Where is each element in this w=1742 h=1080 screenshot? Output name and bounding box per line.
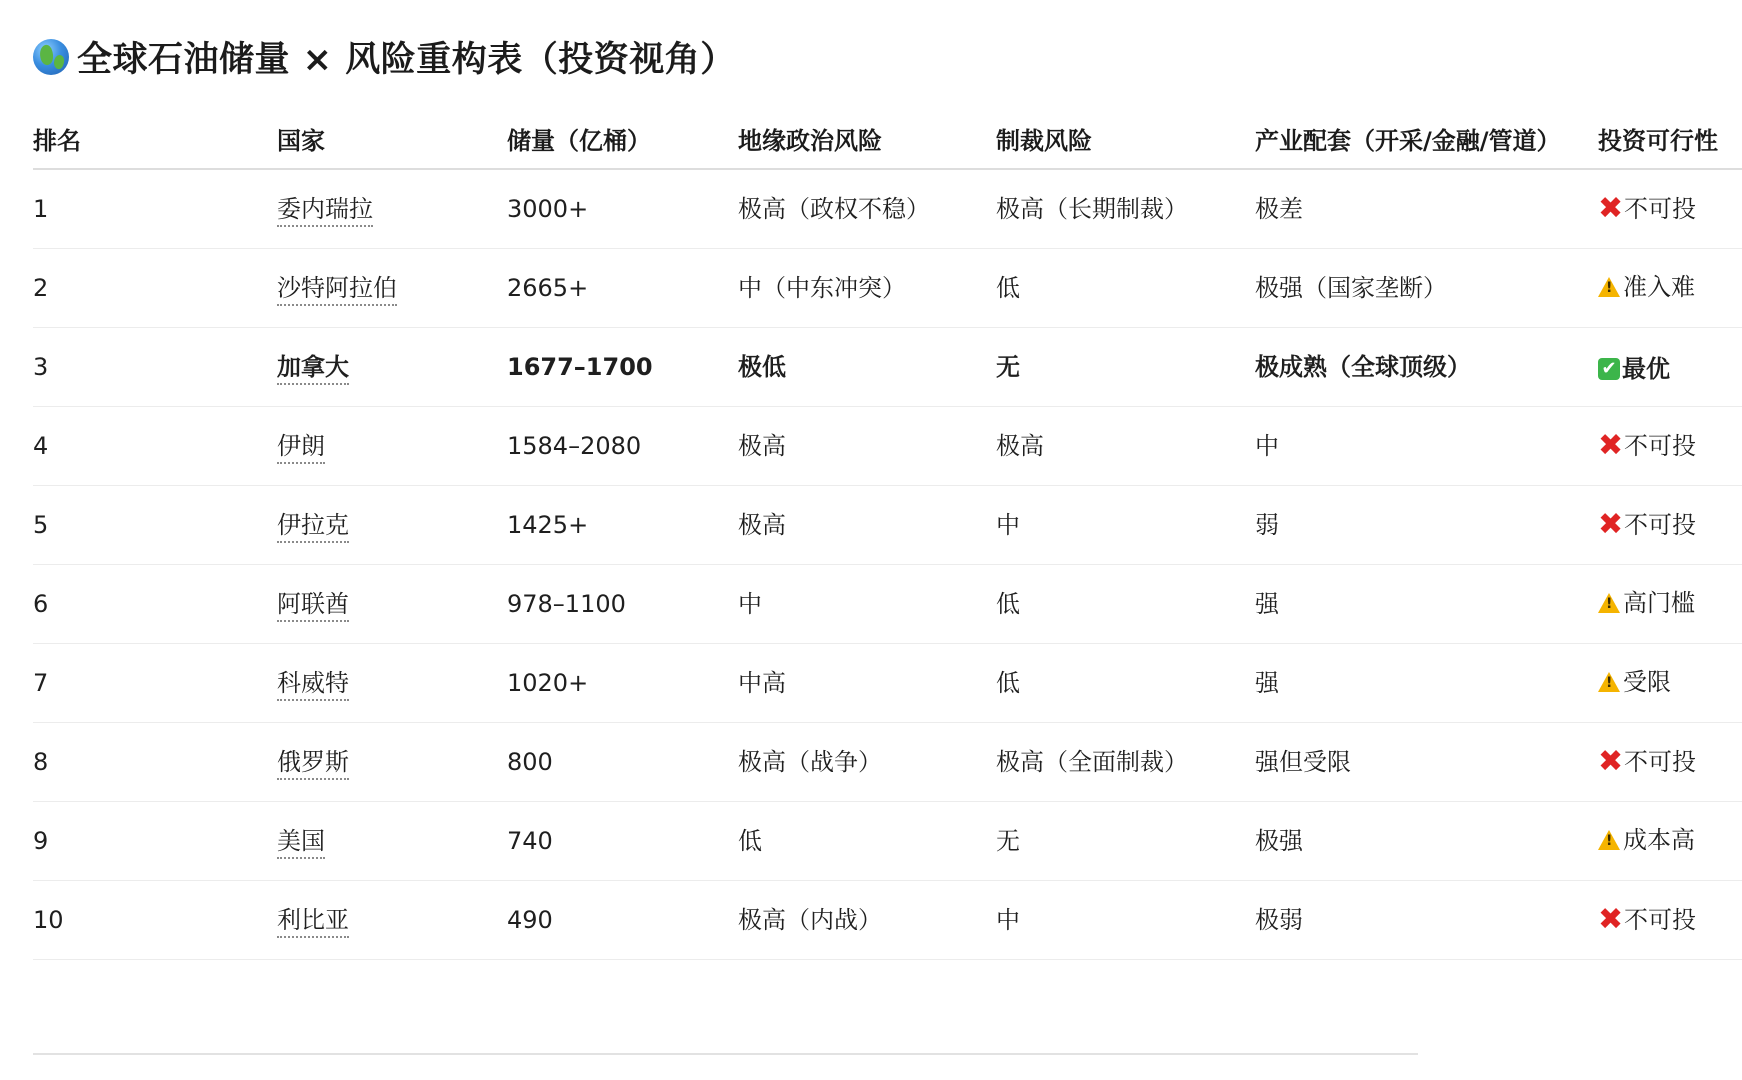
- industry-support-cell: 极弱: [1255, 881, 1598, 960]
- sanction-risk-cell: 极高（全面制裁）: [996, 723, 1255, 802]
- reserves-cell: 490: [507, 881, 738, 960]
- page-title-text: 全球石油储量 × 风险重构表（投资视角）: [77, 40, 736, 80]
- geopolitical-risk-cell: 极高: [738, 407, 996, 486]
- country-link[interactable]: 加拿大: [277, 353, 349, 385]
- rank-cell: 10: [33, 881, 277, 960]
- rank-cell: 1: [33, 169, 277, 249]
- table-row: [33, 881, 1742, 960]
- table-row: [33, 328, 1742, 407]
- reserves-cell: 800: [507, 723, 738, 802]
- country-cell: [277, 407, 507, 486]
- country-cell: [277, 802, 507, 881]
- header-country: 国家: [277, 92, 507, 169]
- investment-feasibility-cell: [1598, 802, 1742, 881]
- rank-cell: 6: [33, 565, 277, 644]
- feasibility-label: 准入难: [1623, 273, 1695, 301]
- country-cell: [277, 169, 507, 249]
- feasibility-label: 成本高: [1623, 826, 1695, 854]
- geopolitical-risk-cell: 极高: [738, 486, 996, 565]
- sanction-risk-cell: 无: [996, 802, 1255, 881]
- feasibility-status: [1598, 668, 1671, 696]
- rank-cell: 7: [33, 644, 277, 723]
- country-cell: [277, 249, 507, 328]
- investment-feasibility-cell: [1598, 565, 1742, 644]
- sanction-risk-cell: 低: [996, 249, 1255, 328]
- country-link[interactable]: 阿联酋: [277, 590, 349, 622]
- country-cell: [277, 644, 507, 723]
- investment-feasibility-cell: [1598, 328, 1742, 407]
- country-cell: [277, 723, 507, 802]
- geopolitical-risk-cell: 极高（战争）: [738, 723, 996, 802]
- investment-feasibility-cell: [1598, 723, 1742, 802]
- sanction-risk-cell: 低: [996, 644, 1255, 723]
- investment-feasibility-cell: [1598, 249, 1742, 328]
- country-link[interactable]: 美国: [277, 827, 325, 859]
- geopolitical-risk-cell: 低: [738, 802, 996, 881]
- bottom-divider: [33, 1053, 1418, 1055]
- header-geopolitical-risk: 地缘政治风险: [738, 92, 996, 169]
- sanction-risk-cell: 中: [996, 881, 1255, 960]
- country-cell: [277, 565, 507, 644]
- geopolitical-risk-cell: 极高（政权不稳）: [738, 169, 996, 249]
- industry-support-cell: 极强: [1255, 802, 1598, 881]
- feasibility-label: 不可投: [1624, 432, 1696, 460]
- geopolitical-risk-cell: 中高: [738, 644, 996, 723]
- feasibility-label: 不可投: [1624, 511, 1696, 539]
- table-body: [33, 169, 1742, 960]
- sanction-risk-cell: 极高（长期制裁）: [996, 169, 1255, 249]
- cross-mark-icon: ✖: [1598, 191, 1624, 226]
- feasibility-status: [1598, 507, 1696, 542]
- industry-support-cell: 极成熟（全球顶级）: [1255, 328, 1598, 407]
- feasibility-status: [1598, 191, 1696, 226]
- table-row: [33, 407, 1742, 486]
- feasibility-label: 受限: [1623, 668, 1671, 696]
- check-mark-icon: ✔: [1598, 358, 1620, 380]
- industry-support-cell: 强: [1255, 565, 1598, 644]
- reserves-cell: 2665+: [507, 249, 738, 328]
- country-link[interactable]: 委内瑞拉: [277, 195, 373, 227]
- rank-cell: 5: [33, 486, 277, 565]
- warning-icon: [1598, 672, 1620, 692]
- reserves-cell: 978–1100: [507, 565, 738, 644]
- reserves-cell: 1584–2080: [507, 407, 738, 486]
- country-cell: [277, 881, 507, 960]
- table-row: [33, 486, 1742, 565]
- oil-reserves-risk-table-container: [33, 92, 1742, 960]
- cross-mark-icon: ✖: [1598, 507, 1624, 542]
- header-sanction-risk: 制裁风险: [996, 92, 1255, 169]
- geopolitical-risk-cell: 中（中东冲突）: [738, 249, 996, 328]
- rank-cell: 9: [33, 802, 277, 881]
- header-investment-feasibility: 投资可行性: [1598, 92, 1742, 169]
- geopolitical-risk-cell: 极高（内战）: [738, 881, 996, 960]
- header-rank: 排名: [33, 92, 277, 169]
- table-row: [33, 644, 1742, 723]
- table-row: [33, 249, 1742, 328]
- sanction-risk-cell: 中: [996, 486, 1255, 565]
- rank-cell: 8: [33, 723, 277, 802]
- header-reserves: 储量（亿桶）: [507, 92, 738, 169]
- feasibility-label: 不可投: [1624, 195, 1696, 223]
- rank-cell: 3: [33, 328, 277, 407]
- cross-mark-icon: ✖: [1598, 902, 1624, 937]
- investment-feasibility-cell: [1598, 169, 1742, 249]
- cross-mark-icon: ✖: [1598, 744, 1624, 779]
- country-link[interactable]: 伊拉克: [277, 511, 349, 543]
- table-header-row: [33, 92, 1742, 169]
- reserves-cell: 3000+: [507, 169, 738, 249]
- feasibility-status: [1598, 273, 1695, 301]
- sanction-risk-cell: 低: [996, 565, 1255, 644]
- cross-mark-icon: ✖: [1598, 428, 1624, 463]
- industry-support-cell: 弱: [1255, 486, 1598, 565]
- country-link[interactable]: 利比亚: [277, 906, 349, 938]
- country-cell: [277, 328, 507, 407]
- industry-support-cell: 极差: [1255, 169, 1598, 249]
- reserves-cell: 1677–1700: [507, 328, 738, 407]
- feasibility-status: [1598, 902, 1696, 937]
- header-industry-support: 产业配套（开采/金融/管道）: [1255, 92, 1598, 169]
- reserves-cell: 1020+: [507, 644, 738, 723]
- industry-support-cell: 极强（国家垄断）: [1255, 249, 1598, 328]
- table-header: [33, 92, 1742, 169]
- industry-support-cell: 中: [1255, 407, 1598, 486]
- investment-feasibility-cell: [1598, 486, 1742, 565]
- feasibility-label: 不可投: [1624, 906, 1696, 934]
- investment-feasibility-cell: [1598, 644, 1742, 723]
- table-row: [33, 169, 1742, 249]
- table-row: [33, 723, 1742, 802]
- geopolitical-risk-cell: 中: [738, 565, 996, 644]
- table-row: [33, 565, 1742, 644]
- warning-icon: [1598, 277, 1620, 297]
- country-link[interactable]: 科威特: [277, 669, 349, 701]
- feasibility-status: [1598, 744, 1696, 779]
- oil-reserves-risk-table: [33, 92, 1742, 960]
- country-link[interactable]: 俄罗斯: [277, 748, 349, 780]
- feasibility-label: 最优: [1622, 354, 1670, 383]
- country-cell: [277, 486, 507, 565]
- investment-feasibility-cell: [1598, 881, 1742, 960]
- country-link[interactable]: 伊朗: [277, 432, 325, 464]
- globe-icon: [33, 39, 69, 75]
- feasibility-status: [1598, 589, 1695, 617]
- industry-support-cell: 强: [1255, 644, 1598, 723]
- page-title: [33, 30, 736, 84]
- warning-icon: [1598, 593, 1620, 613]
- feasibility-status: [1598, 355, 1670, 383]
- country-link[interactable]: 沙特阿拉伯: [277, 274, 397, 306]
- feasibility-label: 高门槛: [1623, 589, 1695, 617]
- feasibility-label: 不可投: [1624, 748, 1696, 776]
- rank-cell: 2: [33, 249, 277, 328]
- table-row: [33, 802, 1742, 881]
- geopolitical-risk-cell: 极低: [738, 328, 996, 407]
- sanction-risk-cell: 无: [996, 328, 1255, 407]
- reserves-cell: 1425+: [507, 486, 738, 565]
- feasibility-status: [1598, 826, 1695, 854]
- warning-icon: [1598, 830, 1620, 850]
- reserves-cell: 740: [507, 802, 738, 881]
- sanction-risk-cell: 极高: [996, 407, 1255, 486]
- industry-support-cell: 强但受限: [1255, 723, 1598, 802]
- rank-cell: 4: [33, 407, 277, 486]
- feasibility-status: [1598, 428, 1696, 463]
- investment-feasibility-cell: [1598, 407, 1742, 486]
